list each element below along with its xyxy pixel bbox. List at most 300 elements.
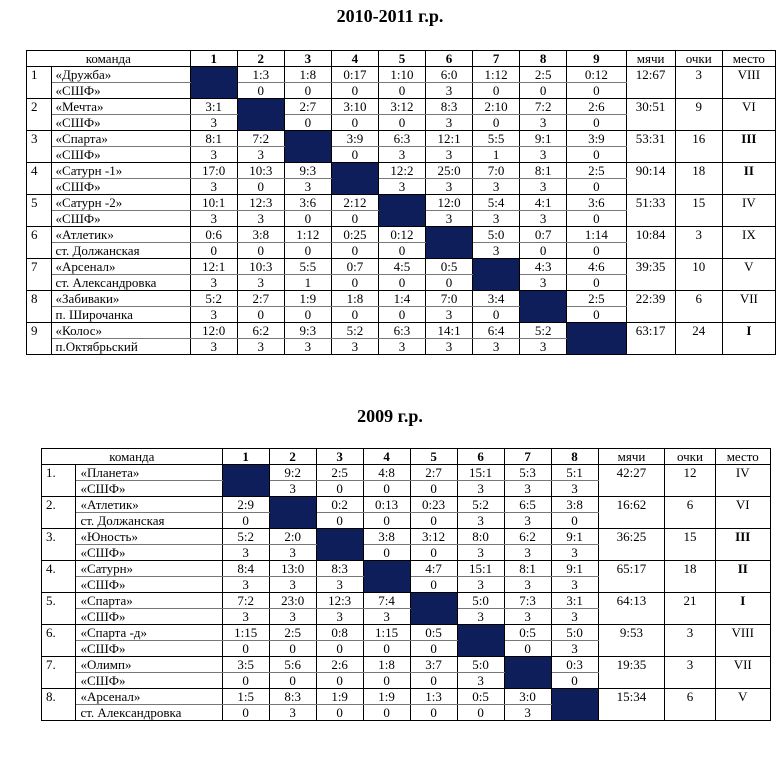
- points-cell: 0: [426, 275, 473, 291]
- points-cell: 3: [426, 83, 473, 99]
- score-cell: 2:9: [222, 497, 269, 513]
- points-cell: 0: [316, 673, 363, 689]
- points-cell: 0: [237, 307, 284, 323]
- score-cell: 5:3: [504, 465, 551, 481]
- points-cell: 3: [473, 179, 520, 195]
- team-index: 1.: [42, 465, 76, 497]
- points-cell: 0: [378, 115, 425, 131]
- score-cell: 1:14: [567, 227, 626, 243]
- place-cell: VIII: [722, 67, 775, 99]
- score-cell: 7:0: [426, 291, 473, 307]
- points-cell: 3: [237, 147, 284, 163]
- score-cell: 2:7: [237, 291, 284, 307]
- goals-total: 30:51: [626, 99, 675, 131]
- points-cell: 3: [551, 577, 598, 593]
- score-cell: 5:2: [331, 323, 378, 339]
- place-cell: II: [715, 561, 771, 593]
- points-total: 12: [665, 465, 715, 497]
- header-col-1: 1: [190, 51, 237, 67]
- diagonal-cell: [269, 497, 316, 529]
- place-cell: V: [722, 259, 775, 291]
- points-cell: 3: [237, 339, 284, 355]
- points-cell: 3: [269, 577, 316, 593]
- diagonal-cell: [457, 625, 504, 657]
- score-cell: 8:3: [269, 689, 316, 705]
- points-cell: 0: [363, 481, 410, 497]
- points-cell: 0: [567, 115, 626, 131]
- score-cell: 25:0: [426, 163, 473, 179]
- team-name: «Атлетик»: [51, 227, 190, 243]
- score-cell: 4:1: [520, 195, 567, 211]
- points-cell: 3: [551, 609, 598, 625]
- points-cell: 0: [520, 243, 567, 259]
- points-cell: 3: [426, 179, 473, 195]
- score-cell: 5:6: [269, 657, 316, 673]
- header-col-1: 1: [222, 449, 269, 465]
- points-cell: 3: [190, 307, 237, 323]
- points-cell: 3: [190, 147, 237, 163]
- points-cell: 3: [457, 481, 504, 497]
- score-cell: 1:15: [222, 625, 269, 641]
- points-cell: 1: [473, 147, 520, 163]
- points-cell: 0: [331, 147, 378, 163]
- points-cell: 3: [237, 275, 284, 291]
- score-cell: 1:8: [331, 291, 378, 307]
- goals-total: 42:27: [598, 465, 665, 497]
- score-cell: 2:5: [269, 625, 316, 641]
- score-cell: 3:12: [410, 529, 457, 545]
- score-cell: 5:2: [222, 529, 269, 545]
- score-cell: 0:5: [504, 625, 551, 641]
- score-cell: 6:4: [473, 323, 520, 339]
- points-cell: 3: [190, 179, 237, 195]
- goals-total: 10:84: [626, 227, 675, 259]
- points-cell: 0: [410, 481, 457, 497]
- score-cell: 0:8: [316, 625, 363, 641]
- score-cell: 3:9: [567, 131, 626, 147]
- score-cell: 2:5: [567, 291, 626, 307]
- team-index: 3: [27, 131, 52, 163]
- team-name: «Арсенал»: [51, 259, 190, 275]
- score-cell: 1:9: [363, 689, 410, 705]
- points-cell: 0: [284, 83, 331, 99]
- points-cell: 0: [237, 83, 284, 99]
- team-club: «СШФ»: [51, 179, 190, 195]
- diagonal-cell: [473, 259, 520, 291]
- points-cell: 0: [378, 83, 425, 99]
- score-cell: 0:5: [457, 689, 504, 705]
- place-cell: III: [715, 529, 771, 561]
- header-col-6: 6: [457, 449, 504, 465]
- tournament-table-2009: [41, 448, 771, 721]
- place-cell: V: [715, 689, 771, 721]
- score-cell: 10:3: [237, 259, 284, 275]
- points-cell: 3: [473, 243, 520, 259]
- team-index: 4: [27, 163, 52, 195]
- points-total: 6: [675, 291, 722, 323]
- points-cell: 0: [331, 307, 378, 323]
- header-col-4: 4: [363, 449, 410, 465]
- diagonal-cell: [378, 195, 425, 227]
- points-cell: 0: [222, 513, 269, 529]
- points-cell: 3: [331, 339, 378, 355]
- table-row: [27, 227, 776, 243]
- points-cell: 0: [316, 481, 363, 497]
- score-cell: 6:0: [426, 67, 473, 83]
- points-cell: 3: [190, 275, 237, 291]
- points-cell: 3: [504, 609, 551, 625]
- points-cell: 3: [190, 211, 237, 227]
- points-cell: 3: [520, 211, 567, 227]
- points-cell: 0: [457, 705, 504, 721]
- score-cell: 14:1: [426, 323, 473, 339]
- table-row: [27, 99, 776, 115]
- points-total: 3: [665, 657, 715, 689]
- score-cell: 7:2: [237, 131, 284, 147]
- points-total: 16: [675, 131, 722, 163]
- score-cell: 1:8: [363, 657, 410, 673]
- team-club: «СШФ»: [76, 577, 222, 593]
- diagonal-cell: [504, 657, 551, 689]
- score-cell: 10:1: [190, 195, 237, 211]
- header-col-2: 2: [269, 449, 316, 465]
- points-total: 6: [665, 689, 715, 721]
- points-cell: 0: [567, 307, 626, 323]
- table-row: [42, 625, 771, 641]
- points-cell: 3: [551, 641, 598, 657]
- header-col-8: 8: [520, 51, 567, 67]
- points-cell: 0: [316, 641, 363, 657]
- team-name: «Мечта»: [51, 99, 190, 115]
- score-cell: 12:3: [237, 195, 284, 211]
- goals-total: 65:17: [598, 561, 665, 593]
- header-col-5: 5: [378, 51, 425, 67]
- place-cell: III: [722, 131, 775, 163]
- score-cell: 6:2: [237, 323, 284, 339]
- points-cell: 3: [473, 211, 520, 227]
- score-cell: 9:3: [284, 323, 331, 339]
- team-index: 2: [27, 99, 52, 131]
- score-cell: 1:15: [363, 625, 410, 641]
- points-cell: 3: [520, 147, 567, 163]
- header-col-6: 6: [426, 51, 473, 67]
- score-cell: 7:2: [222, 593, 269, 609]
- score-cell: 15:1: [457, 465, 504, 481]
- score-cell: 6:2: [504, 529, 551, 545]
- score-cell: 5:2: [457, 497, 504, 513]
- score-cell: 4:3: [520, 259, 567, 275]
- score-cell: 5:1: [551, 465, 598, 481]
- place-cell: IV: [715, 465, 771, 497]
- goals-total: 39:35: [626, 259, 675, 291]
- team-index: 8.: [42, 689, 76, 721]
- points-cell: 0: [378, 275, 425, 291]
- diagonal-cell: [551, 689, 598, 721]
- points-cell: 3: [269, 705, 316, 721]
- points-cell: 3: [222, 545, 269, 561]
- goals-total: 36:25: [598, 529, 665, 561]
- team-club: «СШФ»: [76, 609, 222, 625]
- table-row: [27, 67, 776, 83]
- points-cell: 0: [284, 307, 331, 323]
- score-cell: 3:6: [567, 195, 626, 211]
- points-cell: 0: [331, 211, 378, 227]
- points-cell: 0: [410, 641, 457, 657]
- place-cell: VII: [715, 657, 771, 689]
- points-cell: 3: [190, 339, 237, 355]
- points-cell: 0: [410, 545, 457, 561]
- diagonal-cell: [222, 465, 269, 497]
- points-cell: 0: [237, 243, 284, 259]
- goals-total: 22:39: [626, 291, 675, 323]
- header-col-8: 8: [551, 449, 598, 465]
- points-cell: 3: [222, 609, 269, 625]
- team-name: «Сатурн -1»: [51, 163, 190, 179]
- points-total: 3: [675, 227, 722, 259]
- points-cell: 3: [504, 513, 551, 529]
- score-cell: 0:7: [331, 259, 378, 275]
- points-cell: 3: [284, 339, 331, 355]
- header-place: место: [722, 51, 775, 67]
- score-cell: 0:2: [316, 497, 363, 513]
- header-row: [42, 449, 771, 465]
- score-cell: 13:0: [269, 561, 316, 577]
- score-cell: 5:2: [190, 291, 237, 307]
- points-cell: 3: [504, 545, 551, 561]
- points-total: 21: [665, 593, 715, 625]
- table-2-title: 2009 г.р.: [357, 406, 423, 426]
- score-cell: 8:3: [426, 99, 473, 115]
- points-total: 6: [665, 497, 715, 529]
- score-cell: 8:1: [190, 131, 237, 147]
- team-index: 6.: [42, 625, 76, 657]
- diagonal-cell: [520, 291, 567, 323]
- goals-total: 51:33: [626, 195, 675, 227]
- points-cell: 0: [363, 513, 410, 529]
- team-club: ст. Александровка: [76, 705, 222, 721]
- points-total: 9: [675, 99, 722, 131]
- team-name: «Сатурн»: [76, 561, 222, 577]
- team-name: «Олимп»: [76, 657, 222, 673]
- header-points: очки: [675, 51, 722, 67]
- diagonal-cell: [410, 593, 457, 625]
- score-cell: 9:1: [551, 529, 598, 545]
- header-place: место: [715, 449, 771, 465]
- header-team: команда: [27, 51, 191, 67]
- score-cell: 5:0: [457, 657, 504, 673]
- header-col-7: 7: [473, 51, 520, 67]
- header-col-4: 4: [331, 51, 378, 67]
- team-index: 7: [27, 259, 52, 291]
- score-cell: 3:4: [473, 291, 520, 307]
- points-cell: 3: [316, 577, 363, 593]
- points-cell: 3: [426, 147, 473, 163]
- points-cell: 0: [410, 513, 457, 529]
- diagonal-cell: [237, 99, 284, 131]
- points-cell: 0: [331, 115, 378, 131]
- team-name: «Колос»: [51, 323, 190, 339]
- points-cell: 0: [331, 275, 378, 291]
- score-cell: 12:1: [190, 259, 237, 275]
- points-cell: 0: [269, 673, 316, 689]
- team-index: 5: [27, 195, 52, 227]
- score-cell: 0:25: [331, 227, 378, 243]
- score-cell: 2:5: [316, 465, 363, 481]
- place-cell: VI: [722, 99, 775, 131]
- score-cell: 12:0: [190, 323, 237, 339]
- points-cell: 3: [426, 307, 473, 323]
- score-cell: 3:10: [331, 99, 378, 115]
- place-cell: VII: [722, 291, 775, 323]
- points-cell: 0: [316, 513, 363, 529]
- team-club: п. Широчанка: [51, 307, 190, 323]
- score-cell: 4:5: [378, 259, 425, 275]
- score-cell: 5:5: [473, 131, 520, 147]
- points-cell: 0: [473, 307, 520, 323]
- table-row: [27, 163, 776, 179]
- table-row: [42, 593, 771, 609]
- points-cell: 3: [457, 513, 504, 529]
- header-col-5: 5: [410, 449, 457, 465]
- team-club: «СШФ»: [51, 83, 190, 99]
- points-cell: 0: [316, 705, 363, 721]
- team-name: «Забиваки»: [51, 291, 190, 307]
- points-cell: 0: [567, 275, 626, 291]
- team-club: «СШФ»: [76, 481, 222, 497]
- score-cell: 4:7: [410, 561, 457, 577]
- points-cell: 0: [331, 243, 378, 259]
- header-row: [27, 51, 776, 67]
- diagonal-cell: [567, 323, 626, 355]
- score-cell: 2:6: [316, 657, 363, 673]
- header-col-9: 9: [567, 51, 626, 67]
- team-name: «Арсенал»: [76, 689, 222, 705]
- score-cell: 8:1: [504, 561, 551, 577]
- points-cell: 0: [567, 211, 626, 227]
- score-cell: 4:6: [567, 259, 626, 275]
- table-row: [42, 657, 771, 673]
- points-cell: 0: [567, 243, 626, 259]
- points-cell: 0: [473, 83, 520, 99]
- table-row: [27, 259, 776, 275]
- points-total: 15: [665, 529, 715, 561]
- points-cell: 0: [222, 641, 269, 657]
- points-cell: 0: [284, 211, 331, 227]
- header-points: очки: [665, 449, 715, 465]
- team-index: 1: [27, 67, 52, 99]
- points-cell: 0: [551, 513, 598, 529]
- score-cell: 0:7: [520, 227, 567, 243]
- points-total: 24: [675, 323, 722, 355]
- score-cell: 5:0: [551, 625, 598, 641]
- team-name: «Юность»: [76, 529, 222, 545]
- team-index: 9: [27, 323, 52, 355]
- diagonal-cell: [363, 561, 410, 593]
- points-cell: 0: [473, 115, 520, 131]
- score-cell: 6:5: [504, 497, 551, 513]
- score-cell: 3:8: [363, 529, 410, 545]
- team-index: 7.: [42, 657, 76, 689]
- points-cell: 3: [190, 115, 237, 131]
- score-cell: 8:1: [520, 163, 567, 179]
- score-cell: 12:0: [426, 195, 473, 211]
- diagonal-cell: [316, 529, 363, 561]
- goals-total: 9:53: [598, 625, 665, 657]
- score-cell: 9:3: [284, 163, 331, 179]
- points-cell: 3: [284, 179, 331, 195]
- team-club: «СШФ»: [51, 211, 190, 227]
- score-cell: 9:1: [551, 561, 598, 577]
- points-cell: 3: [457, 545, 504, 561]
- points-cell: 3: [520, 275, 567, 291]
- place-cell: II: [722, 163, 775, 195]
- score-cell: 17:0: [190, 163, 237, 179]
- points-total: 18: [675, 163, 722, 195]
- table-row: [42, 497, 771, 513]
- score-cell: 1:12: [473, 67, 520, 83]
- table-row: [27, 131, 776, 147]
- points-total: 3: [675, 67, 722, 99]
- score-cell: 0:3: [551, 657, 598, 673]
- points-total: 15: [675, 195, 722, 227]
- points-cell: 3: [426, 339, 473, 355]
- place-cell: VIII: [715, 625, 771, 657]
- points-cell: 0: [363, 705, 410, 721]
- score-cell: 2:12: [331, 195, 378, 211]
- score-cell: 0:5: [410, 625, 457, 641]
- score-cell: 1:9: [284, 291, 331, 307]
- score-cell: 3:12: [378, 99, 425, 115]
- score-cell: 6:3: [378, 323, 425, 339]
- diagonal-cell: [426, 227, 473, 259]
- table-row: [42, 529, 771, 545]
- team-club: п.Октябрьский: [51, 339, 190, 355]
- points-cell: 0: [378, 243, 425, 259]
- points-cell: 0: [237, 179, 284, 195]
- points-cell: 3: [269, 481, 316, 497]
- table-row: [42, 561, 771, 577]
- score-cell: 1:4: [378, 291, 425, 307]
- score-cell: 1:10: [378, 67, 425, 83]
- points-cell: 3: [237, 211, 284, 227]
- diagonal-cell: [190, 67, 237, 99]
- score-cell: 3:0: [504, 689, 551, 705]
- score-cell: 3:8: [551, 497, 598, 513]
- score-cell: 9:1: [520, 131, 567, 147]
- score-cell: 2:5: [567, 163, 626, 179]
- points-total: 3: [665, 625, 715, 657]
- score-cell: 8:0: [457, 529, 504, 545]
- points-cell: 3: [378, 147, 425, 163]
- score-cell: 2:10: [473, 99, 520, 115]
- score-cell: 2:6: [567, 99, 626, 115]
- header-col-7: 7: [504, 449, 551, 465]
- team-name: «Спарта -д»: [76, 625, 222, 641]
- score-cell: 3:8: [237, 227, 284, 243]
- points-cell: 0: [567, 179, 626, 195]
- points-cell: 0: [363, 641, 410, 657]
- points-cell: 3: [520, 115, 567, 131]
- team-club: ст. Александровка: [51, 275, 190, 291]
- points-cell: 3: [473, 339, 520, 355]
- score-cell: 0:6: [190, 227, 237, 243]
- points-cell: 3: [426, 211, 473, 227]
- score-cell: 3:9: [331, 131, 378, 147]
- points-cell: 0: [504, 641, 551, 657]
- place-cell: IX: [722, 227, 775, 259]
- table-row: [27, 291, 776, 307]
- table-1-title: 2010-2011 г.р.: [336, 6, 444, 26]
